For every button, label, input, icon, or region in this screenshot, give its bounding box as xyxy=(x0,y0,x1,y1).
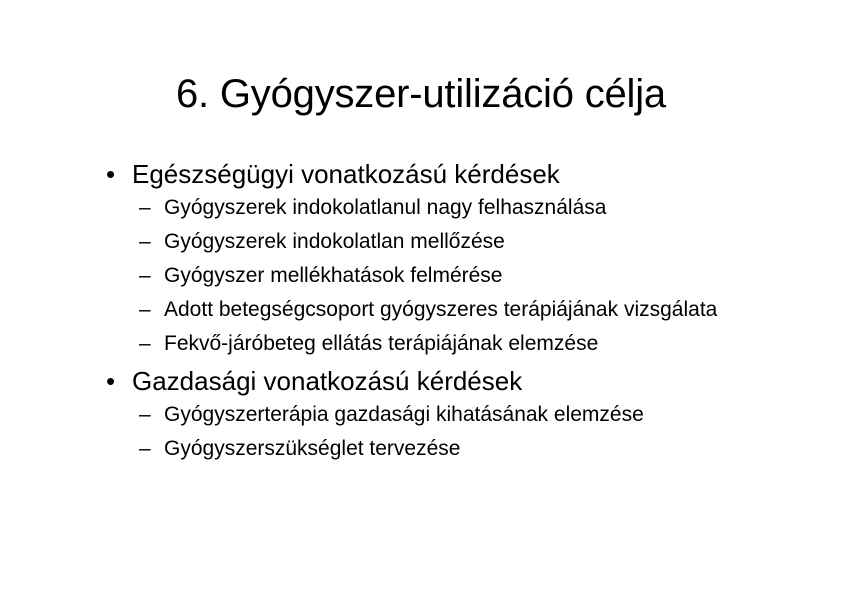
sub-item xyxy=(132,435,724,463)
dash-icon: – xyxy=(139,264,151,287)
bullet-heading: Gazdasági vonatkozású kérdések xyxy=(132,366,523,396)
sub-item-text: Gyógyszerterápia gazdasági kihatásának elemzése xyxy=(164,403,644,426)
sub-item-text: Adott betegségcsoport gyógyszeres terápiájának vizsgálata xyxy=(164,298,718,321)
sub-item xyxy=(132,262,724,290)
slide-title: 6. Gyógyszer-utilizáció célja xyxy=(176,72,666,116)
sub-item xyxy=(132,194,724,222)
sub-item xyxy=(132,330,724,358)
sub-item-text: Gyógyszerszükséglet tervezése xyxy=(164,437,461,460)
slide-content xyxy=(104,157,804,469)
sub-list xyxy=(132,401,804,463)
dash-icon: – xyxy=(139,196,151,219)
sub-item-text: Gyógyszerek indokolatlanul nagy felhasználása xyxy=(164,196,607,219)
bullet-heading: Egészségügyi vonatkozású kérdések xyxy=(132,159,560,189)
sub-item xyxy=(132,296,724,324)
dash-icon: – xyxy=(139,298,151,321)
bullet-item-health xyxy=(104,157,804,358)
sub-list xyxy=(132,194,804,358)
dash-icon: – xyxy=(139,332,151,355)
dash-icon: – xyxy=(139,230,151,253)
sub-item-text: Fekvő-járóbeteg ellátás terápiájának elemzése xyxy=(164,332,599,355)
sub-item-text: Gyógyszer mellékhatások felmérése xyxy=(164,264,503,287)
bullet-icon: • xyxy=(106,366,116,396)
dash-icon: – xyxy=(139,403,151,426)
bullet-icon: • xyxy=(106,159,116,189)
sub-item xyxy=(132,228,724,256)
sub-item xyxy=(132,401,724,429)
sub-item-text: Gyógyszerek indokolatlan mellőzése xyxy=(164,230,505,253)
bullet-item-economic xyxy=(104,364,804,463)
bullet-list xyxy=(104,157,804,463)
dash-icon: – xyxy=(139,437,151,460)
